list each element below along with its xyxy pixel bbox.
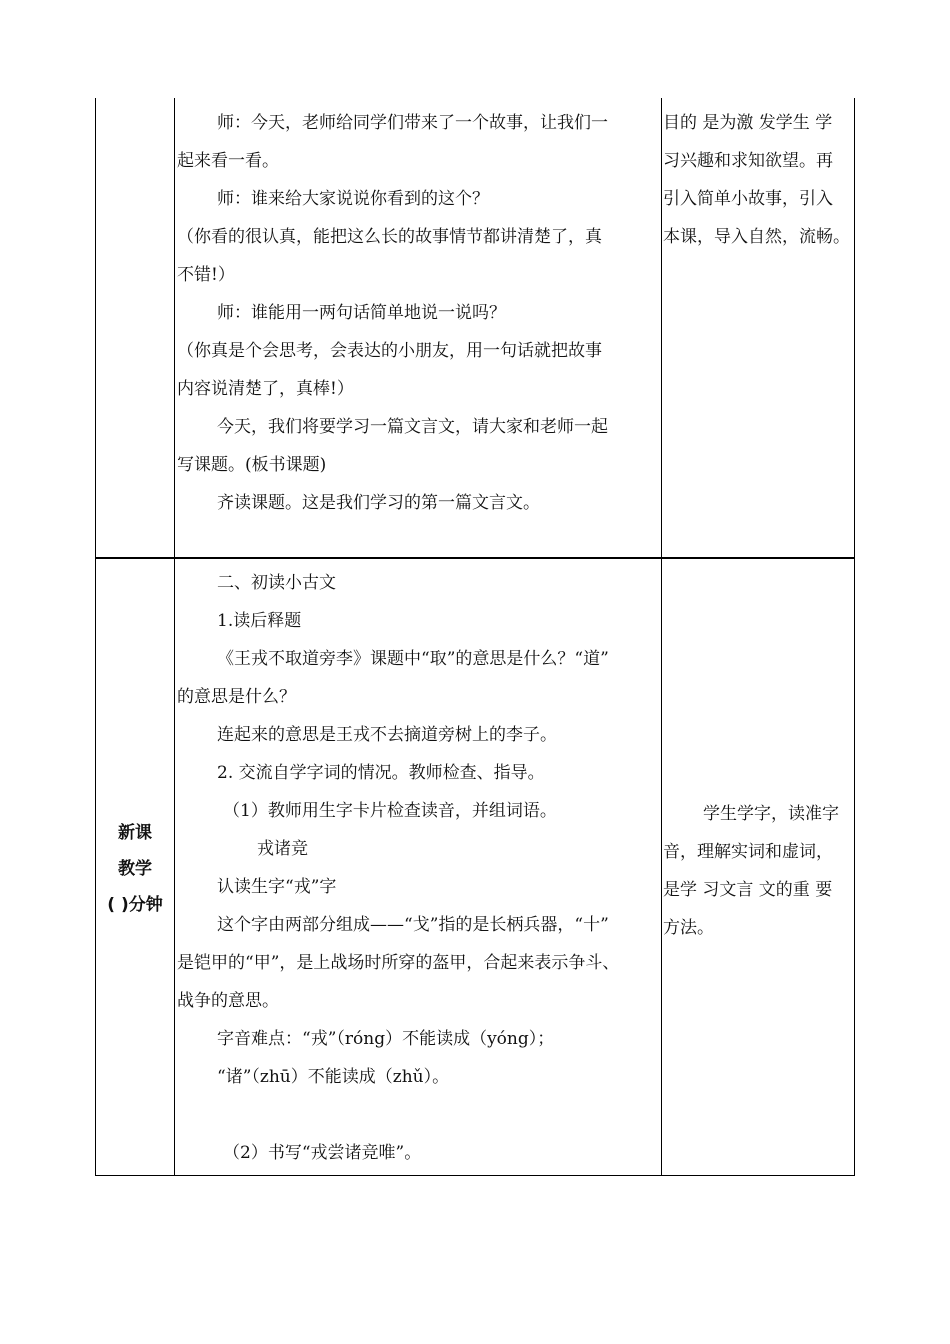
note-line: 引入简单小故事，引入 [663, 189, 833, 209]
content-line: 今天，我们将要学习一篇文言文，请大家和老师一起 [217, 417, 608, 437]
note-line: 本课，导入自然，流畅。 [663, 227, 850, 247]
section2-note [663, 795, 853, 947]
section2-label [96, 815, 174, 923]
content-line: （你真是个会思考，会表达的小朋友，用一句话就把故事 [177, 341, 602, 361]
table-border-bottom [95, 1175, 855, 1176]
note-line: 音，理解实词和虚词， [663, 842, 833, 862]
content-line: 写课题。(板书课题) [177, 455, 327, 475]
content-line: 是铠甲的“甲”，是上战场时所穿的盔甲，合起来表示争斗、 [177, 953, 620, 973]
note-line: 是学 习文言 文的重 要 [663, 880, 833, 900]
table-row-divider [95, 557, 855, 559]
content-line: 战争的意思。 [177, 991, 279, 1011]
content-line: 《王戎不取道旁李》课题中“取”的意思是什么？“道” [217, 649, 609, 669]
content-line: “诸”（zhū）不能读成（zhǔ）。 [217, 1067, 450, 1087]
content-line: 戎诸竞 [257, 839, 308, 859]
note-line: 目的 是为激 发学生 学 [663, 113, 833, 133]
content-line [177, 1096, 659, 1134]
content-line: 这个字由两部分组成——“戈”指的是长柄兵器，“十” [217, 915, 609, 935]
label-line: ( )分钟 [107, 895, 163, 915]
section1-note [663, 104, 853, 256]
table-divider-note [661, 98, 662, 1176]
content-line: 起来看一看。 [177, 151, 279, 171]
content-line: 齐读课题。这是我们学习的第一篇文言文。 [217, 493, 540, 513]
note-line: 习兴趣和求知欲望。再 [663, 151, 833, 171]
content-line: 内容说清楚了，真棒!） [177, 379, 354, 399]
content-line: 连起来的意思是王戎不去摘道旁树上的李子。 [217, 725, 557, 745]
content-line: （2）书写“戎尝诸竞唯”。 [223, 1143, 422, 1163]
table-border-right [854, 98, 855, 1176]
label-line: 教学 [118, 859, 152, 879]
content-line: （1）教师用生字卡片检查读音，并组词语。 [223, 801, 557, 821]
section1-content [177, 104, 659, 522]
content-line: 师：今天，老师给同学们带来了一个故事，让我们一 [217, 113, 608, 133]
content-line: 字音难点：“戎”（róng）不能读成（yóng）； [217, 1029, 555, 1049]
content-line: 二、初读小古文 [217, 573, 336, 593]
content-line: （你看的很认真，能把这么长的故事情节都讲清楚了，真 [177, 227, 602, 247]
table-border-left [95, 98, 96, 1176]
content-line: 师：谁能用一两句话简单地说一说吗？ [217, 303, 506, 323]
label-line: 新课 [118, 823, 152, 843]
content-line: 1.读后释题 [217, 611, 302, 631]
content-line: 师：谁来给大家说说你看到的这个？ [217, 189, 489, 209]
note-line: 方法。 [663, 918, 714, 938]
content-line: 认读生字“戎”字 [217, 877, 337, 897]
section2-content [177, 564, 659, 1172]
note-line: 学生学字，读准字 [703, 804, 839, 824]
content-line: 的意思是什么？ [177, 687, 296, 707]
content-line: 2. 交流自学字词的情况。教师检查、指导。 [217, 763, 545, 783]
table-divider-label [174, 98, 175, 1176]
content-line: 不错!） [177, 265, 235, 285]
